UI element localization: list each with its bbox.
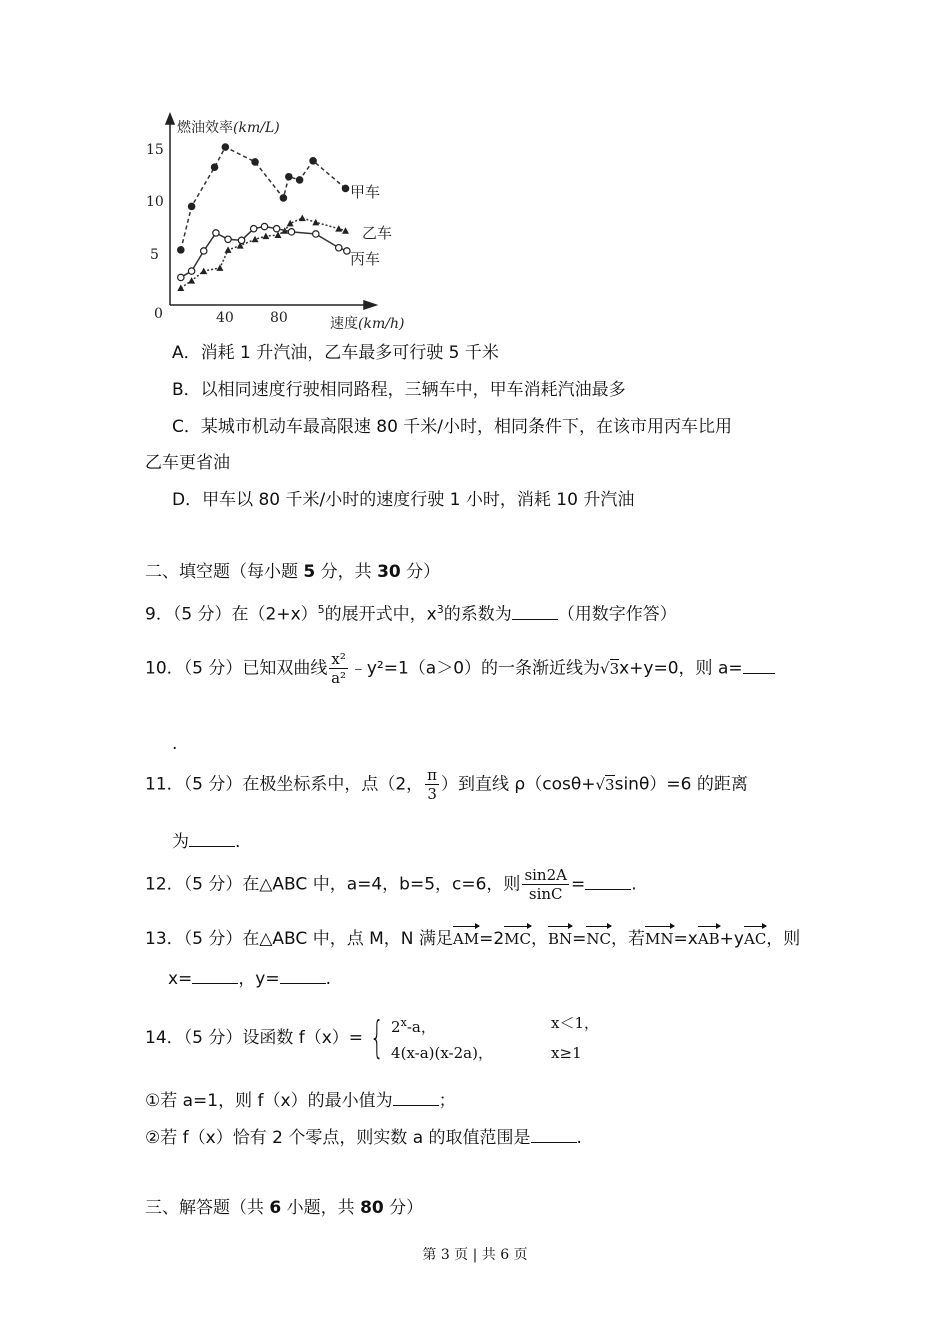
- sqrt: √3: [595, 775, 615, 794]
- answer-blank-x: [192, 967, 238, 984]
- answer-blank-y: [280, 967, 326, 984]
- data-point: [344, 248, 350, 254]
- answer-blank: [531, 1126, 577, 1143]
- data-point: [288, 229, 294, 235]
- question-10-end: .: [172, 734, 178, 754]
- data-point: [261, 223, 267, 229]
- data-point: [342, 227, 349, 234]
- question-14: 14．（5 分）设函数 f（x）= { 2$^x$-a， x＜1， 4(x-a)(x-2a)， x≥1: [145, 1010, 599, 1066]
- fraction: $\frac{\pi}{3}$: [427, 766, 438, 803]
- x-axis-title: 速度(km/h): [330, 316, 405, 332]
- data-point: [262, 233, 269, 240]
- question-14-part-2: ②若 f（x）恰有 2 个零点，则实数 a 的取值范围是 .: [145, 1128, 582, 1148]
- question-11-cont: 为 .: [172, 832, 241, 852]
- data-point: [280, 195, 286, 201]
- data-point: [200, 268, 207, 275]
- answer-blank: [189, 830, 235, 847]
- series-label-bing: 丙车: [350, 250, 381, 268]
- fraction: $\frac{\text{x²}}{\text{a²}}$: [331, 650, 347, 687]
- answer-blank: [585, 873, 631, 890]
- data-point: [178, 274, 184, 280]
- question-13: 13．（5 分）在△ABC 中，点 M，N 满足AM=2MC，BN=NC，若MN=xAB+yAC，则: [145, 929, 801, 949]
- fuel-efficiency-chart: [140, 110, 430, 340]
- data-point: [216, 264, 223, 271]
- x-axis-arrow: [364, 301, 376, 309]
- option-c-cont: 乙车更省油: [145, 453, 230, 473]
- data-point: [310, 158, 316, 164]
- data-point: [252, 159, 258, 165]
- data-point: [342, 185, 348, 191]
- series-label-jia: 甲车: [350, 183, 381, 201]
- data-point: [225, 236, 231, 242]
- data-point: [336, 245, 342, 251]
- data-point: [222, 144, 228, 150]
- data-point: [211, 164, 217, 170]
- sqrt: √3: [600, 659, 620, 678]
- data-point: [299, 215, 306, 222]
- piecewise-brace: {: [370, 1012, 385, 1063]
- data-point: [275, 232, 282, 238]
- series-label-yi: 乙车: [362, 224, 393, 242]
- question-10: 10．（5 分）已知双曲线 $\frac{\text{x²}}{\text{a²}}$ ﹣y²=1（a＞0）的一条渐近线为√3x+y=0，则 a=: [145, 650, 775, 687]
- data-point: [251, 225, 257, 231]
- y-tick-label: 10: [146, 194, 164, 210]
- question-14-part-1: ①若 a=1，则 f（x）的最小值为 ；: [145, 1091, 456, 1111]
- data-point: [286, 174, 292, 180]
- data-point: [225, 246, 232, 253]
- data-point: [273, 225, 279, 231]
- page-footer: 第 3 页 | 共 6 页: [422, 1247, 528, 1263]
- option-d: D．甲车以 80 千米/小时的速度行驶 1 小时，消耗 10 升汽油: [172, 490, 635, 510]
- data-point: [178, 247, 184, 253]
- data-point: [296, 177, 302, 183]
- y-axis-arrow: [166, 114, 174, 124]
- series-line-0: [181, 147, 346, 250]
- data-point: [213, 230, 219, 236]
- piecewise-function: 2$^x$-a， x＜1， 4(x-a)(x-2a)， x≥1: [391, 1014, 600, 1062]
- section-2-heading: 二、填空题（每小题 5 分，共 30 分）: [145, 562, 441, 582]
- answer-blank: [512, 603, 558, 620]
- section-3-heading: 三、解答题（共 6 小题，共 80 分）: [145, 1198, 424, 1218]
- question-12: 12．（5 分）在△ABC 中，a=4，b=5，c=6，则 $\frac{\sin 2A}{\sin C}$ = .: [145, 866, 637, 903]
- question-9: 9．（5 分）在$(2+x)^5$的展开式中，$x^3$的系数为 （用数字作答）: [145, 603, 677, 625]
- y-tick-label: 15: [146, 142, 164, 158]
- x-tick-label: 80: [270, 310, 288, 326]
- option-a: A．消耗 1 升汽油，乙车最多可行驶 5 千米: [172, 343, 499, 363]
- data-point: [312, 219, 319, 226]
- data-point: [188, 268, 194, 274]
- answer-blank: [743, 657, 775, 674]
- origin-label: 0: [154, 306, 163, 322]
- data-point: [313, 231, 319, 237]
- question-11: 11．（5 分）在极坐标系中，点（2， $\frac{\pi}{3}$ ）到直线 ρ（cosθ+√3sinθ）=6 的距离: [145, 766, 748, 803]
- option-b: B．以相同速度行驶相同路程，三辆车中，甲车消耗汽油最多: [172, 380, 626, 400]
- data-point: [201, 248, 207, 254]
- option-c: C．某城市机动车最高限速 80 千米/小时，相同条件下，在该市用丙车比用: [172, 417, 733, 437]
- data-point: [335, 225, 342, 232]
- data-point: [287, 220, 294, 227]
- question-13-cont: x= ，y= .: [168, 969, 332, 989]
- y-tick-label: 5: [150, 247, 159, 263]
- data-point: [177, 285, 184, 292]
- answer-blank: [393, 1089, 439, 1106]
- y-axis-title: 燃油效率(km/L): [177, 120, 280, 136]
- fraction: $\frac{\sin 2A}{\sin C}$: [524, 866, 567, 903]
- data-point: [188, 203, 194, 209]
- data-point: [238, 237, 244, 243]
- x-tick-label: 40: [216, 310, 234, 326]
